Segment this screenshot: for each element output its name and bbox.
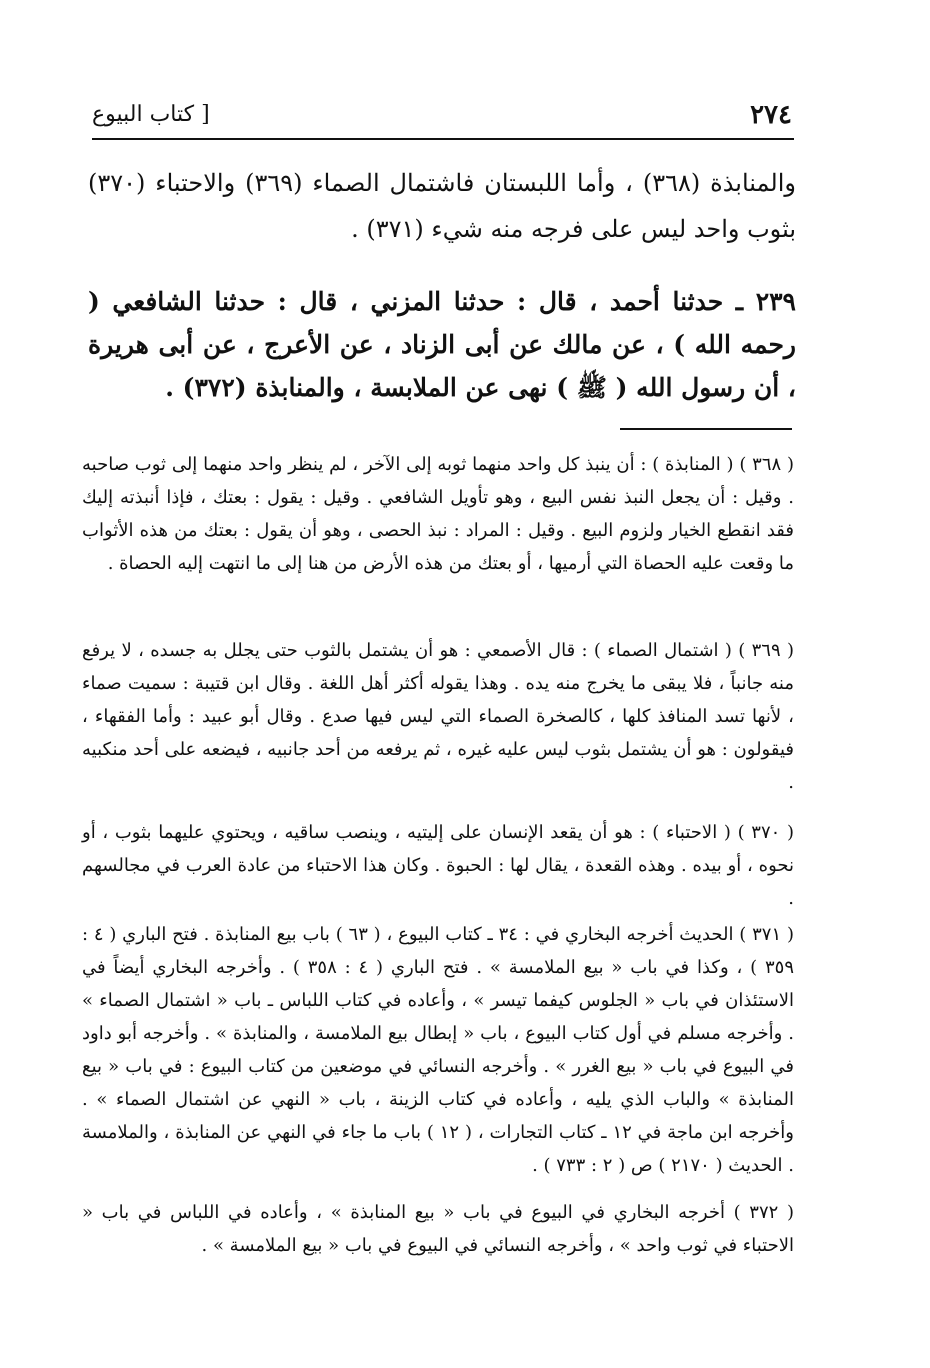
footnote-369: ( ٣٦٩ ) ( اشتمال الصماء ) : قال الأصمعي : هو أن يشتمل بالثوب حتى يجلل به جسده ، لا يرفع منه جانباً ، فلا يبقى ما يخرج منه يده . وهذا يقوله أكثر أهل اللغة . وقال ابن قتيبة : سميت صماء ، لأنها تسد المنافذ كلها ، كالصخرة الصماء التي ليس فيها صدع . وقال أبو عبيد : وأما الفقهاء ، فيقولون : هو أن يشتمل بثوب ليس عليه غيره ، ثم يرفعه من أحد جانبيه ، فيضعه على أحد منكبيه .: [82, 640, 795, 793]
footnote-separator: [620, 428, 792, 430]
running-title: [ كتاب البيوع: [92, 102, 210, 127]
footnote-368: ( ٣٦٨ ) ( المنابذة ) : أن ينبذ كل واحد منهما ثوبه إلى الآخر ، لم ينظر واحد منهما إلى ثوب صاحبه . وقيل : أن يجعل النبذ نفس البيع ، وهو تأويل الشافعي . وقيل : يقول : بعتك ، فإذا أنبذته إليك فقد انقطع الخيار ولزوم البيع . وقيل : المراد : نبذ الحصى ، وهو أن يقول : بعتك من هذه الأثواب ما وقعت عليه الحصاة التي أرميها ، أو بعتك من هذه الأرض من هنا إلى ما انتهت إليه الحصاة .: [82, 454, 795, 574]
intro-paragraph: والمنابذة (٣٦٨) ، وأما اللبستان فاشتمال الصماء (٣٦٩) والاحتباء (٣٧٠) بثوب واحد ليس على فرجه منه شيء (٣٧١) .: [88, 169, 796, 243]
hadith-paragraph: ٢٣٩ ـ حدثنا أحمد ، قال : حدثنا المزني ، قال : حدثنا الشافعي ( رحمه الله ) ، عن مالك عن أبى الزناد ، عن الأعرج ، عن أبى هريرة ، أن رسول الله ( ﷺ ) نهى عن الملابسة ، والمنابذة (٣٧٢) .: [88, 287, 796, 402]
footnote-370: ( ٣٧٠ ) ( الاحتباء ) : هو أن يقعد الإنسان على إليتيه ، وينصب ساقيه ، ويحتوي عليهما بثوب ، أو نحوه ، أو بيده . وهذه القعدة ، يقال لها : الحبوة . وكان هذا الاحتباء من عادة العرب في مجالسهم .: [82, 822, 794, 909]
footnote-371: ( ٣٧١ ) الحديث أخرجه البخاري في : ٣٤ ـ كتاب البيوع ، ( ٦٣ ) باب بيع المنابذة . فتح الباري ( ٤ : ٣٥٩ ) ، وكذا في باب « بيع الملامسة » . فتح الباري ( ٤ : ٣٥٨ ) . وأخرجه البخاري أيضاً في الاستئذان في باب « الجلوس كيفما تيسر » ، وأعاده في كتاب اللباس ـ باب « اشتمال الصماء » . وأخرجه مسلم في أول كتاب البيوع ، باب « إبطال بيع الملامسة ، والمنابذة » . وأخرجه أبو داود في البيوع في باب « بيع الغرر » . وأخرجه النسائي في موضعين من كتاب البيوع : في باب « بيع المنابذة » والباب الذي يليه ، وأعاده في كتاب الزينة ، باب « النهي عن اشتمال الصماء » . وأخرجه ابن ماجة في ١٢ ـ كتاب التجارات ، ( ١٢ ) باب ما جاء في النهي عن المنابذة ، والملامسة . الحديث ( ٢١٧٠ ) ص ( ٢ : ٧٣٣ ) .: [82, 924, 794, 1176]
page-header: [92, 92, 792, 136]
page-number: ٢٧٤: [750, 100, 792, 130]
header-rule: [92, 138, 794, 140]
footnote-372: ( ٣٧٢ ) أخرجه البخاري في البيوع في باب « بيع المنابذة » ، وأعاده في اللباس في باب « الاحتباء في ثوب واحد » ، وأخرجه النسائي في البيوع في باب « بيع الملامسة » .: [82, 1202, 794, 1256]
